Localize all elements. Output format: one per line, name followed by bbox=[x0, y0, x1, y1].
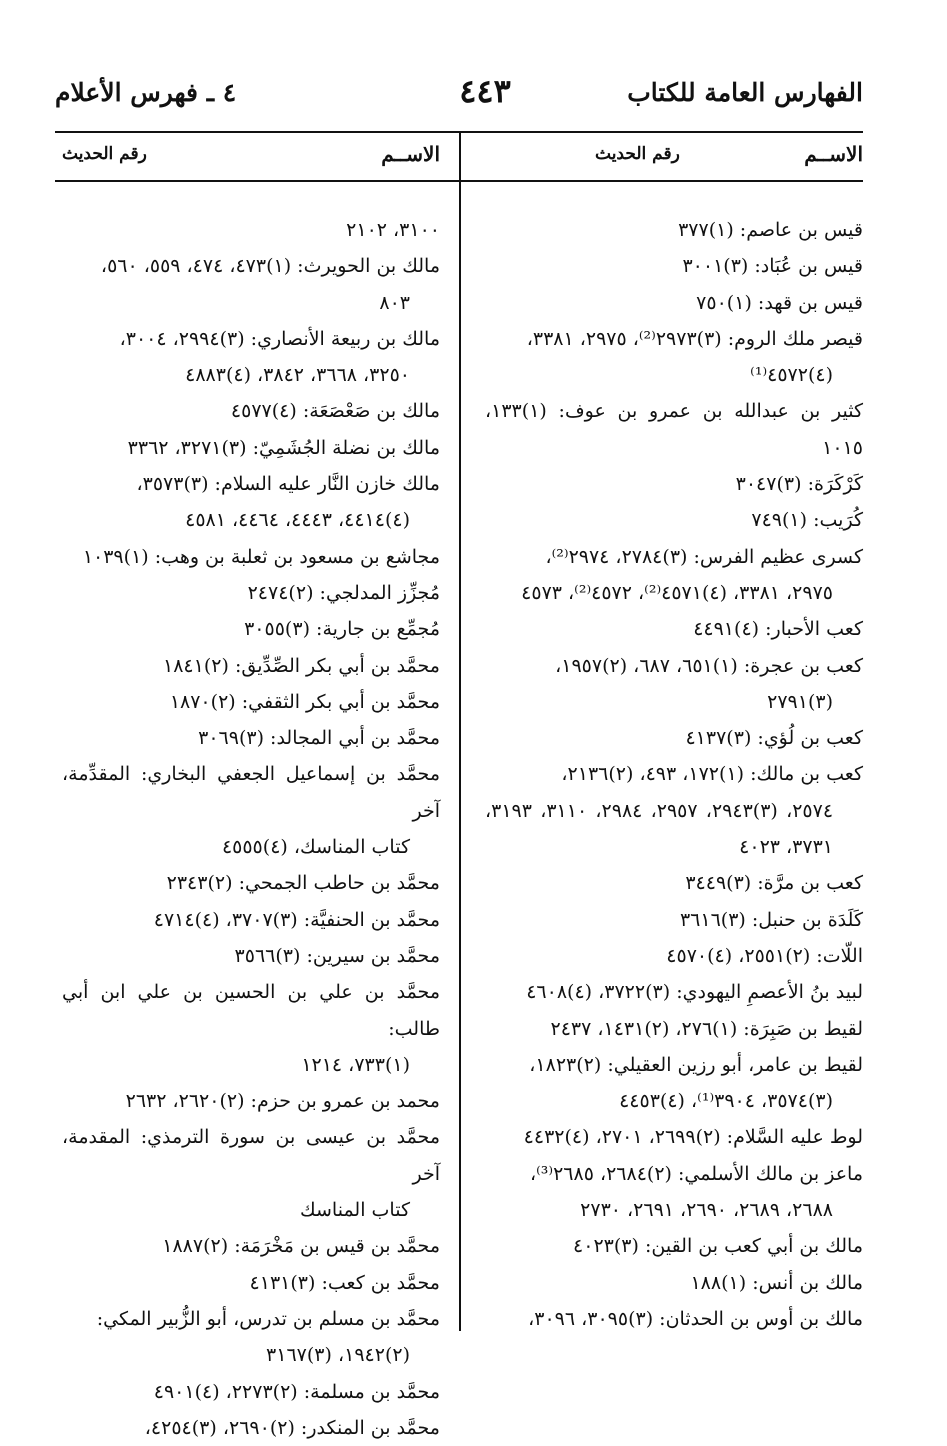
entry-references: (٣)٣٥٦٦ bbox=[234, 944, 301, 967]
entry-separator: : bbox=[751, 727, 764, 750]
entry-name: لوط عليه السَّلام bbox=[733, 1126, 863, 1149]
index-entry bbox=[62, 1119, 440, 1228]
entry-references: (١)١٠٣٩ bbox=[82, 545, 149, 568]
entry-name: محمَّد بن المنكدر bbox=[307, 1416, 440, 1439]
entry-references-continued: ٢٦٨٨، ٢٦٨٩، ٢٦٩٠، ٢٦٩١، ٢٧٣٠ bbox=[580, 1199, 833, 1222]
entry-separator: : bbox=[315, 1271, 328, 1294]
index-entry bbox=[485, 720, 863, 756]
entry-separator: : bbox=[297, 1380, 311, 1403]
entry-name: كعب الأحبار bbox=[771, 618, 863, 641]
entry-name: كُرَيب bbox=[819, 509, 863, 532]
left-index-column bbox=[62, 212, 440, 1446]
right-column-header bbox=[485, 140, 863, 174]
entry-name: لقيط بن صَبِرَة bbox=[749, 1017, 863, 1040]
entry-separator: : bbox=[297, 908, 311, 931]
entry-references: (١)٤٧٣، ٤٧٤، ٥٥٩، ٥٦٠، bbox=[100, 255, 292, 278]
entry-references: (١)١٨٨ bbox=[690, 1271, 747, 1294]
index-entry bbox=[485, 393, 863, 466]
entry-name: ماعز بن مالك الأسلمي bbox=[684, 1162, 863, 1185]
book-title: الفهارس العامة للكتاب bbox=[627, 78, 863, 107]
entry-separator: : bbox=[235, 690, 249, 713]
entry-references: (٤)٤٤٩١ bbox=[693, 618, 760, 641]
entry-separator: : bbox=[313, 581, 326, 604]
entry-name: مالك بن أبي كعب بن القين bbox=[651, 1235, 863, 1258]
entry-separator: : bbox=[291, 255, 304, 278]
entry-name: محمد بن عمرو بن حزم bbox=[256, 1090, 440, 1113]
entry-references: (٣)٣٦١٦ bbox=[679, 908, 746, 931]
entry-separator: : bbox=[300, 944, 313, 967]
index-entry bbox=[62, 756, 440, 865]
entry-name: مالك بن أوس بن الحدثان bbox=[665, 1307, 863, 1330]
entry-name: مالك بن الحويرث bbox=[303, 255, 440, 278]
entry-references: (٤)٤٥٧٧ bbox=[230, 400, 297, 423]
entry-references: (٢)٢٣٤٣ bbox=[166, 872, 233, 895]
entry-references: (١)٦٥١، ٦٨٧، (٢)١٩٥٧، bbox=[555, 654, 738, 677]
entry-name: لقيط بن عامر، أبو رزين العقيلي bbox=[613, 1053, 863, 1076]
index-entry bbox=[485, 502, 863, 538]
index-entry bbox=[485, 1301, 863, 1337]
entry-separator: : bbox=[670, 981, 683, 1004]
entry-references-continued: (٣)٣٥٧٤، ٣٩٠٤⁽¹⁾، (٤)٤٤٥٣ bbox=[619, 1090, 833, 1113]
entry-name: مجاشع بن مسعود بن ثعلبة بن وهب bbox=[161, 545, 440, 568]
entry-references: (٢)١٨٨٧ bbox=[162, 1235, 229, 1258]
index-entry bbox=[62, 720, 440, 756]
entry-name: محمَّد بن علي بن الحسين بن علي ابن أبي طالب bbox=[62, 981, 440, 1040]
index-entry bbox=[485, 756, 863, 865]
entry-separator: : bbox=[208, 473, 221, 496]
entry-name: محمَّد بن إسماعيل الجعفي البخاري bbox=[147, 763, 440, 786]
entry-references: (٢)٢٦٩٠، (٣)٤٢٥٤، bbox=[144, 1416, 295, 1439]
entry-separator: : bbox=[810, 944, 823, 967]
index-entry bbox=[485, 212, 863, 248]
entry-references: (٣)٣٠٥٥ bbox=[244, 618, 310, 641]
index-entry bbox=[62, 321, 440, 394]
entry-references: (٢)١٨٢٣، bbox=[529, 1053, 602, 1076]
entry-name: محمَّد بن أبي المجالد bbox=[276, 727, 440, 750]
entry-references-continued: ٢٥٧٤، (٣)٢٩٤٣، ٢٩٥٧، ٢٩٨٤، ٣١١٠، ٣١٩٣، ٣٧٣١، ٤٠٢٣ bbox=[485, 799, 834, 859]
index-entry bbox=[485, 938, 863, 974]
index-entry bbox=[485, 902, 863, 938]
entry-references: (٢)٢٦٨٤، ٢٦٨٥⁽³⁾، bbox=[529, 1162, 672, 1185]
entry-separator: : bbox=[745, 908, 759, 931]
index-entry bbox=[485, 974, 863, 1010]
entry-name: قيس بن عاصم bbox=[746, 219, 863, 241]
entry-separator: : bbox=[244, 327, 258, 350]
entry-name: مالك بن صَعْصَعَة bbox=[309, 400, 440, 423]
entry-name: قيس بن عُبَاد bbox=[760, 255, 863, 278]
index-entry bbox=[485, 648, 863, 721]
index-entry bbox=[62, 902, 440, 938]
entry-name: محمَّد بن مسلمة bbox=[310, 1380, 440, 1403]
index-entry bbox=[485, 248, 863, 284]
entry-separator: : bbox=[130, 1126, 148, 1149]
page-number: ٤٤٣ bbox=[459, 72, 511, 110]
entry-references-continued: (٢)١٩٤٢، (٣)٣١٦٧ bbox=[266, 1344, 410, 1367]
index-entry bbox=[62, 248, 440, 321]
entry-name: قيصر ملك الروم bbox=[734, 327, 863, 350]
entry-name: محمَّد بن الحنفيَّة bbox=[310, 908, 440, 931]
entry-separator: : bbox=[653, 1307, 666, 1330]
entry-references: (٣)٣٧٢٢، (٤)٤٦٠٨ bbox=[526, 981, 671, 1004]
entry-references: (١)٧٥٠ bbox=[696, 291, 752, 314]
entry-references-continued: ٨٠٣ bbox=[379, 291, 410, 314]
entry-separator: : bbox=[671, 1162, 685, 1185]
entry-references-continued: (٤)٤٥٧٢⁽¹⁾ bbox=[750, 364, 833, 387]
left-column-header bbox=[62, 140, 440, 174]
index-entry bbox=[485, 1156, 863, 1229]
entry-separator: : bbox=[801, 473, 814, 496]
entry-separator: : bbox=[751, 872, 764, 895]
entry-name: محمَّد بن سيرين bbox=[312, 944, 440, 967]
index-entry bbox=[62, 466, 440, 539]
number-column-label: رقم الحديث bbox=[595, 144, 680, 164]
entry-separator: : bbox=[601, 1053, 614, 1076]
entry-separator: : bbox=[737, 654, 751, 677]
entry-references-continued: ٢٩٧٥، ٣٣٨١، (٤)٤٥٧١⁽²⁾، ٤٥٧٢⁽²⁾، ٤٥٧٣ bbox=[521, 581, 833, 604]
entry-name: مُجزِّز المدلجي bbox=[325, 581, 440, 604]
entry-references: (٢)١٨٤١ bbox=[163, 654, 229, 677]
index-entry bbox=[62, 393, 440, 429]
entry-references: ٣١٠٠، ٢١٠٢ bbox=[346, 219, 440, 241]
entry-references: (٢)٢٥٥١، (٤)٤٥٧٠ bbox=[666, 944, 811, 967]
entry-references-continued: ٣٢٥٠، ٣٦٦٨، ٣٨٤٢، (٤)٤٨٨٣ bbox=[185, 364, 410, 387]
entry-references: (٢)٢٤٧٤ bbox=[247, 581, 314, 604]
index-entry bbox=[485, 466, 863, 502]
index-entry bbox=[485, 285, 863, 321]
entry-references: (٣)٣٥٧٣، bbox=[136, 473, 209, 496]
entry-references: (٣)٣٢٧١، ٣٣٦٢ bbox=[127, 436, 247, 459]
entry-name: كعب بن عجرة bbox=[750, 654, 863, 677]
index-entry bbox=[485, 1011, 863, 1047]
index-entry bbox=[62, 974, 440, 1083]
index-entry bbox=[62, 611, 440, 647]
entry-references: المقدمة، آخر bbox=[62, 1126, 440, 1185]
entry-name: محمَّد بن كعب bbox=[327, 1271, 440, 1294]
index-title: ٤ ـ فهرس الأعلام bbox=[55, 78, 237, 107]
entry-references: (٣)٣٠٦٩ bbox=[198, 727, 264, 750]
entry-name: كسرى عظيم الفرس bbox=[699, 545, 863, 568]
index-entry bbox=[485, 1119, 863, 1155]
index-entry bbox=[62, 865, 440, 901]
entry-name: كَرْكَرَة bbox=[813, 473, 863, 496]
entry-name: اللّات bbox=[822, 944, 863, 967]
entry-separator: : bbox=[244, 1090, 257, 1113]
entry-references-continued: (٤)٤٤١٤، ٤٤٤٣، ٤٤٦٤، ٤٥٨١ bbox=[185, 509, 410, 532]
entry-separator: : bbox=[388, 1017, 395, 1040]
number-column-label: رقم الحديث bbox=[62, 144, 147, 164]
index-entry bbox=[62, 1265, 440, 1301]
entry-separator: : bbox=[294, 1416, 308, 1439]
entry-references: (٢)١٨٧٠ bbox=[169, 690, 236, 713]
entry-name: كثير بن عبدالله بن عمرو بن عوف bbox=[564, 400, 863, 423]
entry-references: (٣)٣٧٠٧، (٤)٤٧١٤ bbox=[153, 908, 298, 931]
entry-references: (٢)٢٦٢٠، ٢٦٣٢ bbox=[125, 1090, 245, 1113]
entry-references-continued: (١)٧٣٣، ١٢١٤ bbox=[301, 1053, 410, 1076]
index-entry bbox=[62, 1301, 440, 1374]
index-entry bbox=[485, 611, 863, 647]
entry-separator: : bbox=[751, 291, 765, 314]
entry-separator: : bbox=[759, 618, 772, 641]
page-header bbox=[55, 72, 863, 122]
entry-references: (٢)٢٢٧٣، (٤)٤٩٠١ bbox=[153, 1380, 298, 1403]
entry-references: المقدِّمة، آخر bbox=[62, 763, 440, 822]
entry-references-continued: كتاب المناسك bbox=[299, 1199, 410, 1222]
entry-references: (٢)٢٦٩٩، ٢٧٠١، (٤)٤٤٣٢ bbox=[523, 1126, 721, 1149]
entry-name: قيس بن قهد bbox=[764, 291, 863, 314]
index-entry bbox=[62, 1083, 440, 1119]
entry-separator: : bbox=[720, 1126, 734, 1149]
index-entry bbox=[485, 865, 863, 901]
entry-name: كعب بن مرَّة bbox=[763, 872, 863, 895]
entry-name: محمَّد بن قيس بن مَخْرَمَة bbox=[240, 1235, 440, 1258]
entry-name: كعب بن مالك bbox=[756, 763, 863, 786]
entry-name: مالك خازن النَّار عليه السلام bbox=[220, 473, 440, 496]
entry-references: (٣)٤١٣٧ bbox=[685, 727, 752, 750]
entry-separator: : bbox=[546, 400, 565, 423]
index-entry bbox=[62, 539, 440, 575]
entry-references: (٣)٢٧٨٤، ٢٩٧٤⁽²⁾، bbox=[545, 545, 688, 568]
index-entry bbox=[62, 212, 440, 248]
entry-separator: : bbox=[737, 1017, 750, 1040]
entry-separator: : bbox=[228, 1235, 241, 1258]
entry-name: محمَّد بن حاطب الجمحي bbox=[244, 872, 440, 895]
index-entry bbox=[62, 1410, 440, 1446]
column-divider bbox=[459, 131, 461, 1331]
entry-name: لبيد بنُ الأعصمِ اليهودي bbox=[682, 981, 863, 1004]
index-entry bbox=[485, 321, 863, 394]
entry-references: (٣)٣٠٩٥، ٣٠٩٦، bbox=[528, 1307, 654, 1330]
index-entry bbox=[485, 1047, 863, 1120]
entry-name: محمَّد بن أبي بكر الثقفي bbox=[248, 690, 440, 713]
entry-separator: : bbox=[744, 763, 757, 786]
entry-separator: : bbox=[748, 255, 761, 278]
entry-references: (٣)٣٠٤٧ bbox=[735, 473, 802, 496]
name-column-label: الاســم bbox=[381, 142, 440, 166]
entry-separator: : bbox=[246, 436, 260, 459]
index-entry bbox=[62, 1228, 440, 1264]
entry-separator: : bbox=[746, 1271, 759, 1294]
entry-name: كعب بن لُؤي bbox=[763, 727, 863, 750]
entry-separator: : bbox=[807, 509, 820, 532]
entry-references: (٣)٢٩٧٣⁽²⁾، ٢٩٧٥، ٣٣٨١، bbox=[526, 327, 722, 350]
index-entry bbox=[62, 648, 440, 684]
entry-separator: : bbox=[130, 763, 148, 786]
index-entry bbox=[485, 539, 863, 612]
entry-references: (١)٢٧٦، (٢)١٤٣١، ٢٤٣٧ bbox=[550, 1017, 738, 1040]
index-entry bbox=[62, 938, 440, 974]
entry-references: (١)٣٧٧ bbox=[678, 219, 734, 241]
entry-name: كَلَدَة بن حنبل bbox=[758, 908, 863, 931]
entry-references: (٣)٣٤٤٩ bbox=[685, 872, 752, 895]
index-entry bbox=[62, 684, 440, 720]
entry-references: (١)١٣٣، ١٠١٥ bbox=[485, 400, 863, 459]
index-entry bbox=[62, 430, 440, 466]
name-column-label: الاســم bbox=[804, 142, 863, 166]
entry-references: (٣)٤٠٢٣ bbox=[573, 1235, 639, 1258]
entry-separator: : bbox=[309, 618, 323, 641]
entry-name: مالك بن أنس bbox=[758, 1271, 863, 1294]
entry-references-continued: كتاب المناسك، (٤)٤٥٥٥ bbox=[221, 836, 410, 859]
entry-separator: : bbox=[638, 1235, 652, 1258]
entry-name: مُجمِّع بن جارية bbox=[322, 618, 440, 641]
entry-references: (٣)٤١٣١ bbox=[249, 1271, 316, 1294]
entry-separator: : bbox=[687, 545, 700, 568]
entry-references: (٣)٣٠٠١ bbox=[682, 255, 749, 278]
entry-separator: : bbox=[733, 219, 747, 241]
entry-name: مالك بن ربيعة الأنصاري bbox=[257, 327, 440, 350]
entry-name: مالك بن نضلة الجُشَمِيّ bbox=[259, 436, 440, 459]
entry-separator: : bbox=[228, 654, 242, 677]
index-entry bbox=[485, 1265, 863, 1301]
entry-name: محمَّد بن عيسى بن سورة الترمذي bbox=[147, 1126, 440, 1149]
entry-references-continued: (٣)٢٧٩١ bbox=[767, 690, 833, 713]
index-entry bbox=[62, 575, 440, 611]
entry-separator: : bbox=[232, 872, 245, 895]
entry-separator: : bbox=[264, 727, 277, 750]
entry-separator: : bbox=[296, 400, 310, 423]
entry-references: (٣)٢٩٩٤، ٣٠٠٤، bbox=[119, 327, 245, 350]
entry-references: (١)١٧٢، ٤٩٣، (٢)٢١٣٦، bbox=[561, 763, 745, 786]
right-index-column bbox=[485, 212, 863, 1337]
entry-separator: : bbox=[721, 327, 735, 350]
entry-name: محمَّد بن أبي بكر الصِّدِّيق bbox=[241, 654, 440, 677]
entry-separator: : bbox=[148, 545, 162, 568]
entry-separator: : bbox=[96, 1307, 104, 1330]
index-entry bbox=[485, 1228, 863, 1264]
entry-references: (١)٧٤٩ bbox=[751, 509, 808, 532]
entry-name: محمَّد بن مسلم بن تدرس، أبو الزُّبير المكي bbox=[103, 1307, 440, 1330]
